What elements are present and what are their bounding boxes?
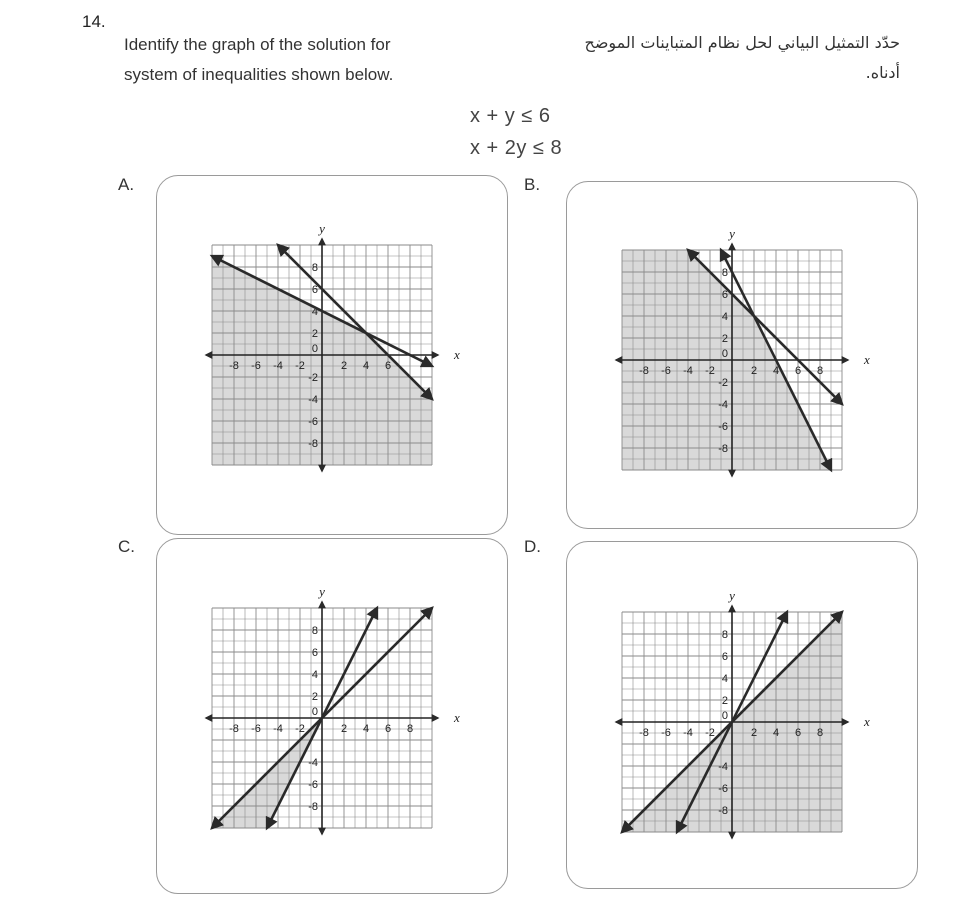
x-axis-label: x [454, 347, 460, 362]
y-tick-label: -6 [718, 783, 728, 795]
prompt-arabic [520, 28, 900, 88]
x-tick-label: -6 [661, 727, 671, 739]
x-tick-label: 4 [362, 723, 370, 735]
y-tick-label: -6 [718, 421, 728, 433]
origin-label: 0 [721, 348, 728, 360]
x-tick-label: -4 [683, 727, 693, 739]
x-tick-label: -8 [639, 727, 649, 739]
prompt-arabic-line-1: حدّد التمثيل البياني لحل نظام المتباينات الموضح [584, 33, 900, 52]
option-a-graph [190, 215, 490, 495]
y-tick-label: 2 [311, 328, 318, 340]
x-tick-label: 6 [384, 360, 392, 372]
y-tick-label: 6 [311, 647, 318, 659]
x-tick-label: 8 [406, 723, 414, 735]
y-tick-label: 4 [721, 673, 728, 685]
question-number: 14. [82, 12, 106, 31]
origin-label: 0 [311, 706, 318, 718]
y-tick-label: 4 [311, 306, 318, 318]
option-b-label[interactable]: B. [524, 175, 541, 194]
x-tick-label: -6 [251, 360, 261, 372]
x-tick-label: 2 [750, 365, 758, 377]
prompt-english [124, 30, 484, 90]
x-tick-label: -2 [705, 727, 715, 739]
option-c-graph [190, 578, 490, 858]
x-axis-label: x [454, 710, 460, 725]
inequality-1: x + y ≤ 6 [470, 105, 551, 127]
x-tick-label: 2 [750, 727, 758, 739]
x-tick-label: -4 [273, 360, 283, 372]
y-tick-label: -8 [718, 443, 728, 455]
y-tick-label: 6 [311, 284, 318, 296]
x-tick-label: -8 [639, 365, 649, 377]
x-tick-label: 6 [794, 727, 802, 739]
y-tick-label: -2 [308, 372, 318, 384]
x-tick-label: -8 [229, 723, 239, 735]
y-axis-label: y [319, 584, 325, 599]
x-tick-label: -2 [295, 360, 305, 372]
option-a-label[interactable]: A. [118, 175, 135, 194]
prompt-english-line-2: system of inequalities shown below. [124, 65, 394, 84]
x-tick-label: 6 [794, 365, 802, 377]
y-tick-label: 8 [311, 625, 318, 637]
y-tick-label: -6 [308, 416, 318, 428]
x-tick-label: 2 [340, 723, 348, 735]
option-b-graph [600, 220, 900, 500]
y-tick-label: -2 [718, 377, 728, 389]
y-tick-label: 8 [311, 262, 318, 274]
y-tick-label: 6 [721, 289, 728, 301]
y-tick-label: 8 [721, 629, 728, 641]
x-tick-label: 6 [384, 723, 392, 735]
option-c-label[interactable]: C. [118, 537, 135, 556]
x-tick-label: 8 [816, 727, 824, 739]
y-tick-label: -4 [308, 757, 318, 769]
x-tick-label: -4 [683, 365, 693, 377]
prompt-english-line-1: Identify the graph of the solution for [124, 35, 391, 54]
x-tick-label: 4 [772, 365, 780, 377]
y-tick-label: 8 [721, 267, 728, 279]
x-axis-label: x [864, 352, 870, 367]
y-tick-label: -8 [308, 801, 318, 813]
x-tick-label: 8 [816, 365, 824, 377]
x-tick-label: -6 [251, 723, 261, 735]
y-tick-label: 2 [311, 691, 318, 703]
x-tick-label: -2 [295, 723, 305, 735]
y-tick-label: 2 [721, 333, 728, 345]
y-tick-label: -8 [308, 438, 318, 450]
x-tick-label: 4 [772, 727, 780, 739]
x-tick-label: 2 [340, 360, 348, 372]
y-tick-label: 2 [721, 695, 728, 707]
y-tick-label: -6 [308, 779, 318, 791]
inequality-2: x + 2y ≤ 8 [470, 137, 563, 159]
y-tick-label: -4 [718, 761, 728, 773]
x-tick-label: -6 [661, 365, 671, 377]
y-axis-label: y [729, 588, 735, 603]
option-d-label[interactable]: D. [524, 537, 541, 556]
y-tick-label: 4 [311, 669, 318, 681]
y-axis-label: y [319, 221, 325, 236]
y-tick-label: -8 [718, 805, 728, 817]
y-tick-label: 4 [721, 311, 728, 323]
y-tick-label: -4 [308, 394, 318, 406]
x-axis-label: x [864, 714, 870, 729]
y-tick-label: 6 [721, 651, 728, 663]
option-d-graph [600, 582, 900, 862]
y-axis-label: y [729, 226, 735, 241]
prompt-arabic-line-2: أدناه. [865, 63, 900, 82]
origin-label: 0 [311, 343, 318, 355]
origin-label: 0 [721, 710, 728, 722]
x-tick-label: -4 [273, 723, 283, 735]
x-tick-label: -2 [705, 365, 715, 377]
inequality-system [470, 100, 562, 164]
y-tick-label: -4 [718, 399, 728, 411]
x-tick-label: -8 [229, 360, 239, 372]
x-tick-label: 4 [362, 360, 370, 372]
